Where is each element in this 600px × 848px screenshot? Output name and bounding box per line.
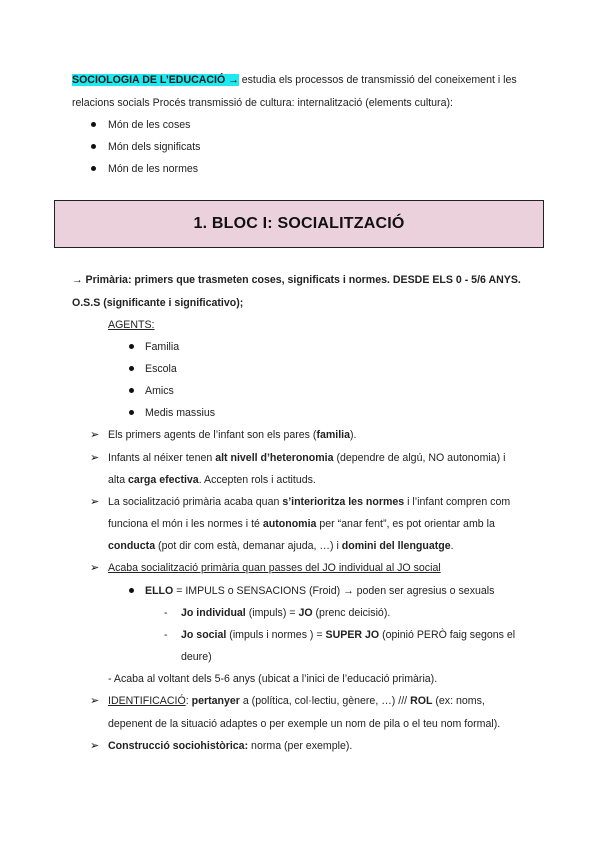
section-banner: [54, 200, 544, 248]
point-3-line-3: conducta (pot dir com està, demanar ajuda, …) i domini del llenguatge.: [108, 540, 454, 552]
intro-line-2: relacions socials Procés transmissió de cultura: internalització (elements cultura):: [72, 97, 453, 109]
point-1: Els primers agents de l’infant son els pares (familia).: [108, 429, 357, 441]
jo-social-line-2: deure): [181, 651, 212, 663]
section-title: 1. BLOC I: SOCIALITZACIÓ: [193, 215, 405, 232]
intro-bullet-2: Món dels significats: [108, 141, 201, 153]
point-2-line-2: alta carga efectiva. Accepten rols i actituds.: [108, 474, 316, 486]
dash-bullet-icon: -: [164, 607, 168, 619]
bullet-icon: [91, 144, 96, 149]
bullet-icon: [129, 388, 134, 393]
primaria-line-1: → Primària: primers que trasmeten coses, significats i normes. DESDE ELS 0 - 5/6 ANYS.: [72, 274, 521, 286]
ello-line: ELLO = IMPULS o SENSACIONS (Froid) → poden ser agresius o sexuals: [145, 585, 495, 597]
identificacio-line-1: IDENTIFICACIÓ: pertanyer a (política, col·lectiu, gènere, …) /// ROL (ex: noms,: [108, 695, 485, 707]
primaria-line-2: O.S.S (significante i significativo);: [72, 297, 244, 309]
agent-item-medis: Medis massius: [145, 407, 216, 419]
arrowhead-bullet-icon: ➢: [90, 428, 100, 441]
title-highlight: SOCIOLOGIA DE L’EDUCACIÓ →: [72, 74, 239, 86]
point-3-line-1: La socialització primària acaba quan s’interioritza les normes i l’infant compren com: [108, 496, 511, 508]
construccio-line: Construcció sociohistòrica: norma (per exemple).: [108, 740, 353, 752]
bullet-icon: [129, 588, 134, 593]
bullet-icon: [91, 122, 96, 127]
identificacio-line-2: depenent de la situació adaptes o per exemple un nom de pila o el teu nom formal).: [108, 718, 501, 730]
bullet-icon: [91, 166, 96, 171]
arrowhead-bullet-icon: ➢: [90, 451, 100, 464]
right-arrow-icon: →: [72, 274, 83, 286]
intro-line-1: SOCIOLOGIA DE L’EDUCACIÓ → estudia els processos de transmissió del coneixement i les: [72, 74, 517, 86]
agent-item-amics: Amics: [145, 385, 174, 397]
arrowhead-bullet-icon: ➢: [90, 495, 100, 508]
arrowhead-bullet-icon: ➢: [90, 739, 100, 752]
jo-individual-line: Jo individual (impuls) = JO (prenc deicisió).: [181, 607, 391, 619]
arrowhead-bullet-icon: ➢: [90, 561, 100, 574]
dash-bullet-icon: -: [164, 629, 168, 641]
agent-item-escola: Escola: [145, 363, 177, 375]
age-note: - Acaba al voltant dels 5-6 anys (ubicat a l’inici de l’educació primària).: [108, 673, 438, 685]
point-3-line-2: funciona el món i les normes i té autonomia per “anar fent”, es pot orientar amb la: [108, 518, 495, 530]
agent-item-familia: Familia: [145, 341, 180, 353]
intro-bullet-3: Món de les normes: [108, 163, 199, 175]
jo-social-line-1: Jo social (impuls i normes ) = SUPER JO (opinió PERÒ faig segons el: [181, 629, 516, 641]
point-4: Acaba socialització primària quan passes del JO individual al JO social: [108, 562, 441, 574]
intro-bullet-1: Món de les coses: [108, 119, 191, 131]
agents-heading: AGENTS:: [108, 319, 155, 331]
bullet-icon: [129, 366, 134, 371]
point-2-line-1: Infants al néixer tenen alt nivell d’heteronomia (dependre de algú, NO autonomia) i: [108, 452, 506, 464]
bullet-icon: [129, 410, 134, 415]
arrowhead-bullet-icon: ➢: [90, 694, 100, 707]
bullet-icon: [129, 344, 134, 349]
